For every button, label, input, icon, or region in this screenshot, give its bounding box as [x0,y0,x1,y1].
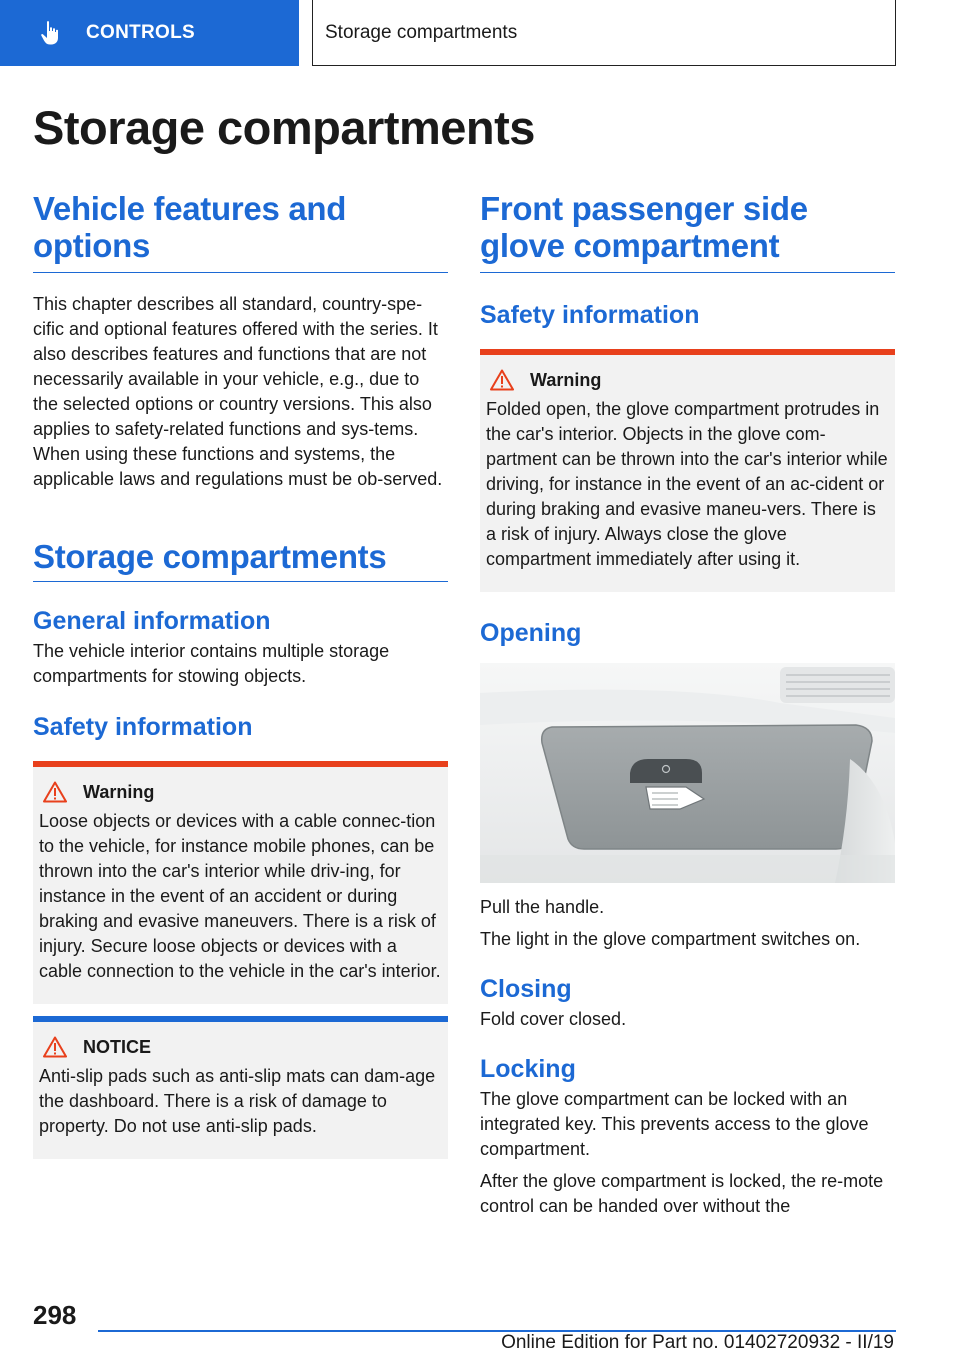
heading-vehicle-features: Vehicle features and options [33,190,448,273]
heading-closing: Closing [480,975,572,1003]
warning-text: Folded open, the glove compartment protrudes in the car's interior. Objects in the glove com-partment can be thrown into the car's interior while driving, for instance in the event of an ac-cident or during braking and evasive maneu-vers. There is a risk of injury. Always close the glove compartment immediately after using it. [486,399,888,569]
warning-triangle-icon [490,369,514,391]
section-label: CONTROLS [86,22,196,43]
features-paragraph: This chapter describes all standard, country-spe-cific and optional features offered with the series. It also describes features and functions that are not necessarily available in your vehicle, e.g., due to the selected options or country versions. This also applies to safety-related functions and sys-tems. When using these functions and systems, the applicable laws and regulations must be ob-served. [33,294,443,489]
notice-text: Anti-slip pads such as anti-slip mats can dam-age the dashboard. There is a risk of damage to property. Do not use anti-slip pads. [39,1066,436,1136]
page-title: Storage compartments [33,101,535,154]
right-column [480,190,895,1219]
heading-general-information: General information [33,607,271,635]
section-tab-controls[interactable] [0,0,299,66]
notice-title: NOTICE [83,1036,152,1057]
warning-title: Warning [83,781,155,802]
opening-step-2: The light in the glove compartment switches on. [480,929,861,949]
breadcrumb [312,0,896,66]
locking-paragraph-2: After the glove compartment is locked, the re-mote control can be handed over without the [480,1171,884,1216]
warning-box-right [480,349,895,592]
breadcrumb-label: Storage compartments [325,21,518,43]
warning-triangle-icon [43,1036,67,1058]
notice-box [33,1016,448,1159]
heading-safety-information-left: Safety information [33,713,253,741]
page-number: 298 [33,1300,77,1330]
warning-box-left [33,761,448,1004]
closing-paragraph: Fold cover closed. [480,1009,627,1029]
heading-storage-compartments: Storage compartments [33,538,448,582]
notice-header [39,1036,442,1058]
general-paragraph: The vehicle interior contains multiple storage compartments for stowing objects. [33,641,390,686]
warning-header [486,369,889,391]
glove-compartment-photo [480,663,895,883]
heading-glove-compartment: Front passenger side glove compartment [480,190,895,273]
locking-paragraph-1: The glove compartment can be locked with an integrated key. This prevents access to the glove compartment. [480,1089,869,1159]
warning-text: Loose objects or devices with a cable connec-tion to the vehicle, for instance mobile phones, can be thrown into the car's interior while driv-ing, for instance in the event of an accident or during braking and evasive maneuvers. There is a risk of injury. Secure loose objects or devices with a cable connection to the vehicle in the car's interior. [39,811,441,981]
heading-safety-information-right: Safety information [480,301,700,329]
heading-locking: Locking [480,1055,576,1083]
page-header [0,0,960,66]
edition-info: Online Edition for Part no. 01402720932 - II/19 [501,1332,894,1353]
heading-opening: Opening [480,619,582,647]
hand-pointer-icon [38,20,64,46]
warning-title: Warning [530,369,602,390]
opening-step-1: Pull the handle. [480,897,605,917]
warning-header [39,781,442,803]
left-column [33,190,448,1159]
warning-triangle-icon [43,781,67,803]
